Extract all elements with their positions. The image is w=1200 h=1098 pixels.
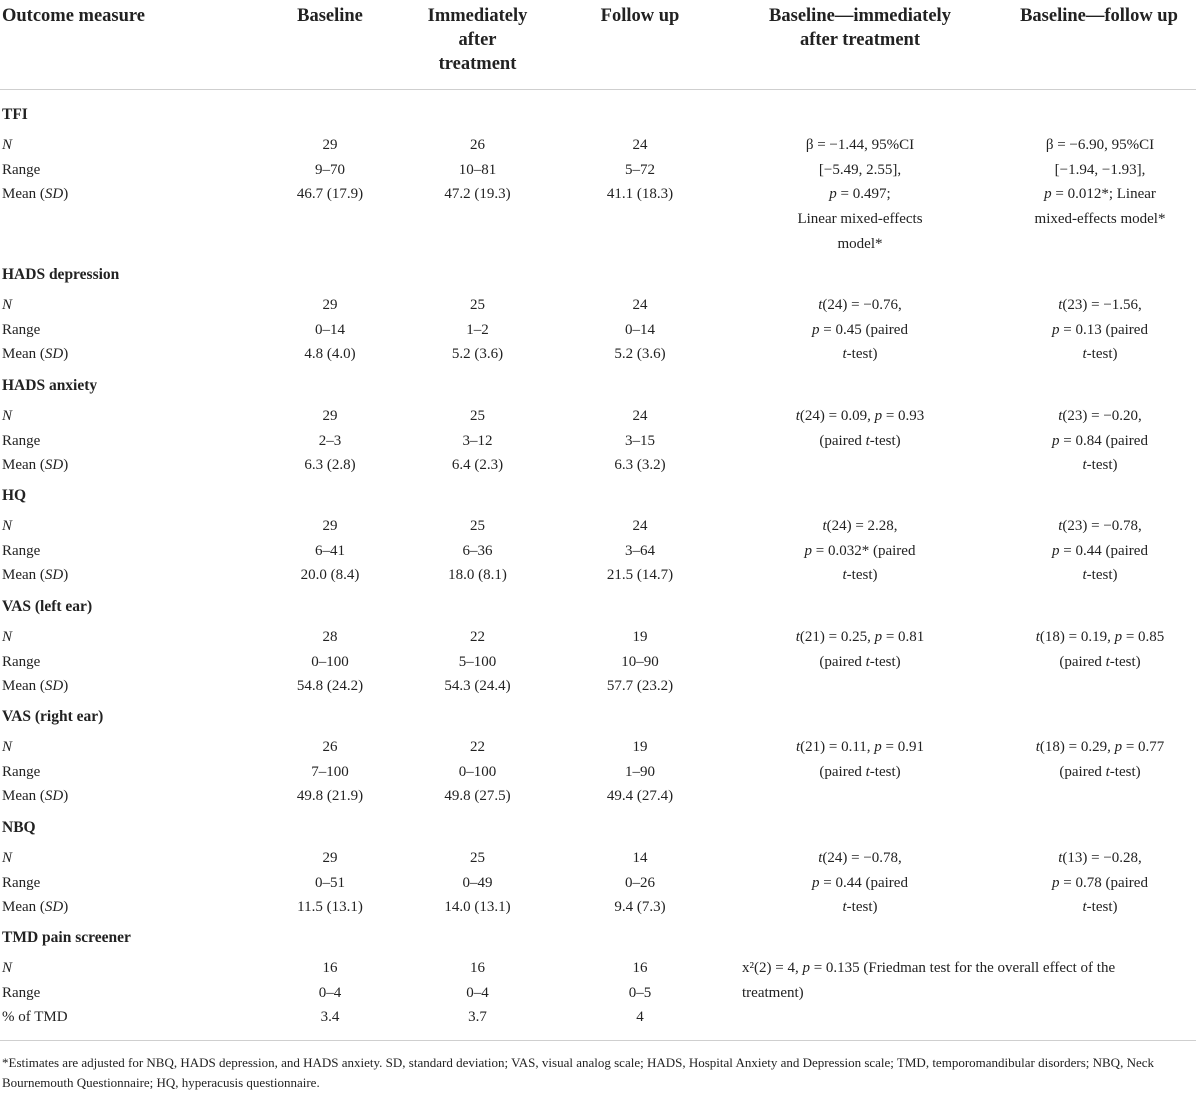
stat-result bbox=[735, 293, 985, 367]
header-outcome: Outcome measure bbox=[2, 6, 145, 26]
stat-result bbox=[735, 625, 985, 674]
stat-result bbox=[735, 735, 985, 784]
mean-label-close: ) bbox=[63, 788, 69, 805]
table-cell: 0–4 bbox=[318, 984, 342, 1001]
table-cell: 29 bbox=[322, 518, 338, 534]
row-label-range: Range bbox=[2, 874, 41, 891]
table-cell: 11.5 (13.1) bbox=[297, 899, 363, 916]
table-cell: 21.5 (14.7) bbox=[606, 567, 674, 584]
table-cell: 0–4 bbox=[466, 984, 489, 1001]
mean-label-prefix: Mean ( bbox=[2, 567, 45, 584]
mean-label-close: ) bbox=[63, 678, 69, 695]
row-label-n bbox=[2, 735, 12, 760]
section-title: VAS (right ear) bbox=[2, 708, 104, 725]
table-cell: 54.8 (24.2) bbox=[296, 678, 364, 695]
table-cell: 0–49 bbox=[462, 874, 493, 891]
table-cell: 0–51 bbox=[315, 874, 345, 891]
stat-result bbox=[742, 956, 1192, 1005]
mean-label-prefix: Mean ( bbox=[2, 899, 45, 916]
row-label-n-text: N bbox=[2, 960, 13, 976]
table-cell: 22 bbox=[470, 629, 485, 645]
row-label-n-text: N bbox=[2, 629, 13, 645]
table-cell: 25 bbox=[470, 518, 485, 534]
table-cell: 47.2 (19.3) bbox=[444, 186, 511, 203]
row-label-range: Range bbox=[2, 542, 41, 559]
table-cell: 22 bbox=[470, 739, 485, 755]
mean-label-sd: SD bbox=[44, 186, 64, 203]
mean-label-sd: SD bbox=[44, 899, 64, 916]
table-cell: 9–70 bbox=[315, 161, 345, 178]
header-immediately-line3: treatment bbox=[438, 54, 517, 74]
stat-line: (paired t-test) bbox=[819, 432, 901, 449]
header-baseline-followup: Baseline—follow up bbox=[1020, 6, 1178, 26]
stat-line: t(24) = 0.09, p = 0.93 bbox=[795, 408, 925, 424]
stat-line: t(24) = 2.28, bbox=[822, 518, 898, 534]
stat-line: β = −6.90, 95%CI bbox=[1045, 137, 1155, 153]
stat-line: p = 0.84 (paired bbox=[1052, 432, 1148, 449]
table-cell: 16 bbox=[322, 960, 338, 976]
stat-line: t-test) bbox=[842, 567, 878, 584]
stat-line: p = 0.44 (paired bbox=[1052, 542, 1148, 559]
table-cell: 41.1 (18.3) bbox=[606, 186, 674, 203]
table-cell: 14.0 (13.1) bbox=[444, 899, 511, 916]
stat-line: t(23) = −1.56, bbox=[1058, 297, 1142, 313]
table-cell: 25 bbox=[470, 850, 485, 866]
stat-result bbox=[735, 133, 985, 257]
header-immediately-line2: after bbox=[458, 30, 497, 50]
table-cell: 26 bbox=[322, 739, 338, 755]
mean-label-close: ) bbox=[63, 567, 69, 584]
header-immediately-line1: Immediately bbox=[427, 6, 528, 26]
stat-line: t-test) bbox=[842, 346, 878, 363]
stat-line: model* bbox=[837, 235, 883, 252]
stat-result bbox=[995, 625, 1200, 674]
table-cell: 29 bbox=[322, 408, 338, 424]
table-cell: 6–36 bbox=[462, 542, 493, 559]
table-cell: 9.4 (7.3) bbox=[614, 899, 666, 916]
stat-result bbox=[995, 846, 1200, 920]
header-followup: Follow up bbox=[600, 6, 680, 26]
table-cell: 16 bbox=[470, 960, 485, 976]
stat-line: t-test) bbox=[1082, 899, 1118, 916]
mean-label-sd: SD bbox=[44, 678, 64, 695]
stat-line: (paired t-test) bbox=[1059, 763, 1141, 780]
table-cell: 49.8 (27.5) bbox=[444, 788, 511, 805]
table-footnote: *Estimates are adjusted for NBQ, HADS depression, and HADS anxiety. SD, standard deviation; VAS, visual analog scale; HADS, Hospital Anxiety and Depression scale; TMD, temporomandibular disorders; NBQ, Neck Bournemouth Questionnaire; HQ, hyperacusis questionnaire. bbox=[2, 1055, 1154, 1090]
stat-line: t(13) = −0.28, bbox=[1058, 850, 1142, 866]
stat-line: β = −1.44, 95%CI bbox=[805, 137, 915, 153]
table-cell: 29 bbox=[322, 137, 338, 153]
table-cell: 3–12 bbox=[462, 432, 493, 449]
mean-label-close: ) bbox=[63, 457, 69, 474]
table-cell: 0–100 bbox=[311, 653, 349, 670]
mean-label-close: ) bbox=[63, 346, 69, 363]
stat-line: Linear mixed-effects bbox=[797, 211, 923, 228]
table-cell: 24 bbox=[632, 137, 648, 153]
mean-label-close: ) bbox=[63, 899, 69, 916]
mean-label-sd: SD bbox=[44, 457, 64, 474]
row-label-mean bbox=[2, 895, 68, 920]
mean-label-prefix: Mean ( bbox=[2, 186, 45, 203]
stat-line: mixed-effects model* bbox=[1034, 211, 1166, 228]
stat-line: t(21) = 0.25, p = 0.81 bbox=[795, 629, 925, 645]
stat-result bbox=[735, 846, 985, 920]
table-cell: 1–90 bbox=[625, 763, 655, 780]
stat-line: [−1.94, −1.93], bbox=[1054, 161, 1146, 178]
header-rule bbox=[0, 89, 1196, 90]
stat-line: (paired t-test) bbox=[819, 763, 901, 780]
stat-line: t(24) = −0.76, bbox=[818, 297, 902, 313]
stat-result bbox=[735, 514, 985, 588]
header-baseline-immediately bbox=[740, 4, 980, 52]
stat-result bbox=[995, 404, 1200, 478]
stat-line: p = 0.44 (paired bbox=[812, 874, 908, 891]
section-title: HADS anxiety bbox=[2, 377, 98, 394]
mean-label-prefix: Mean ( bbox=[2, 788, 45, 805]
row-label-n-text: N bbox=[2, 739, 13, 755]
table-cell: 24 bbox=[632, 297, 648, 313]
row-label-n-text: N bbox=[2, 850, 13, 866]
header-bi-line1: Baseline—immediately bbox=[769, 6, 951, 26]
table-cell: 0–5 bbox=[628, 984, 652, 1001]
row-label-n bbox=[2, 514, 12, 539]
table-cell: 29 bbox=[322, 850, 338, 866]
table-cell: 3–64 bbox=[625, 542, 655, 559]
row-label-mean: % of TMD bbox=[2, 1009, 68, 1026]
stat-line: (paired t-test) bbox=[1059, 653, 1141, 670]
table-cell: 0–26 bbox=[625, 874, 655, 891]
table-cell: 24 bbox=[632, 518, 648, 534]
section-title: NBQ bbox=[2, 819, 36, 836]
row-label-n-text: N bbox=[2, 297, 13, 313]
section-title: VAS (left ear) bbox=[2, 598, 93, 615]
stat-line: t-test) bbox=[842, 899, 878, 916]
table-cell: 49.4 (27.4) bbox=[606, 788, 674, 805]
row-label-n bbox=[2, 133, 12, 158]
row-label-mean bbox=[2, 453, 68, 478]
stat-line: t-test) bbox=[1082, 457, 1118, 474]
header-baseline: Baseline bbox=[297, 6, 363, 26]
stat-line: treatment) bbox=[742, 984, 804, 1001]
section-title: TMD pain screener bbox=[2, 929, 131, 946]
stat-line: p = 0.13 (paired bbox=[1052, 321, 1148, 338]
table-cell: 1–2 bbox=[466, 321, 489, 338]
table-cell: 10–81 bbox=[458, 161, 497, 178]
header-bi-line2: after treatment bbox=[799, 30, 920, 50]
table-cell: 19 bbox=[632, 629, 648, 645]
table-cell: 54.3 (24.4) bbox=[444, 678, 511, 695]
stat-line: t(23) = −0.78, bbox=[1058, 518, 1142, 534]
table-cell: 5–72 bbox=[625, 161, 655, 178]
row-label-range: Range bbox=[2, 984, 41, 1001]
table-cell: 28 bbox=[322, 629, 338, 645]
row-label-range: Range bbox=[2, 432, 41, 449]
table-cell: 24 bbox=[632, 408, 648, 424]
stat-result bbox=[995, 514, 1200, 588]
row-label-range: Range bbox=[2, 653, 41, 670]
stat-line: p = 0.45 (paired bbox=[812, 321, 908, 338]
header-immediately bbox=[400, 4, 555, 76]
stat-line: t(24) = −0.78, bbox=[818, 850, 902, 866]
table-cell: 29 bbox=[322, 297, 338, 313]
stat-line: t-test) bbox=[1082, 567, 1118, 584]
footer-rule bbox=[0, 1040, 1196, 1041]
table-cell: 57.7 (23.2) bbox=[606, 678, 674, 695]
stat-result bbox=[995, 133, 1200, 232]
table-cell: 0–14 bbox=[625, 321, 655, 338]
table-cell: 25 bbox=[470, 408, 485, 424]
table-cell: 20.0 (8.4) bbox=[300, 567, 360, 584]
row-label-mean bbox=[2, 784, 68, 809]
row-label-range: Range bbox=[2, 321, 41, 338]
row-label-n-text: N bbox=[2, 137, 13, 153]
stat-result bbox=[995, 293, 1200, 367]
table-cell: 0–100 bbox=[458, 763, 497, 780]
section-title: HADS depression bbox=[2, 266, 120, 283]
row-label-n bbox=[2, 846, 12, 871]
mean-label-prefix: Mean ( bbox=[2, 346, 45, 363]
stat-line: x²(2) = 4, p = 0.135 (Friedman test for the overall effect of the bbox=[742, 960, 1116, 976]
mean-label-prefix: Mean ( bbox=[2, 457, 45, 474]
table-cell: 5.2 (3.6) bbox=[614, 346, 666, 363]
row-label-n bbox=[2, 404, 12, 429]
row-label-n bbox=[2, 625, 12, 650]
table-cell: 26 bbox=[470, 137, 485, 153]
mean-label-close: ) bbox=[63, 186, 69, 203]
table-cell: 16 bbox=[632, 960, 648, 976]
table-cell: 5–100 bbox=[458, 653, 497, 670]
row-label-n-text: N bbox=[2, 408, 13, 424]
table-cell: 5.2 (3.6) bbox=[451, 346, 504, 363]
table-cell: 3–15 bbox=[625, 432, 655, 449]
stat-line: p = 0.78 (paired bbox=[1052, 874, 1148, 891]
row-label-mean bbox=[2, 563, 68, 588]
row-label-range: Range bbox=[2, 763, 41, 780]
table-cell: 7–100 bbox=[311, 763, 349, 780]
stat-line: t(18) = 0.29, p = 0.77 bbox=[1035, 739, 1165, 755]
table-cell: 49.8 (21.9) bbox=[296, 788, 364, 805]
table-cell: 4.8 (4.0) bbox=[304, 346, 356, 363]
table-cell: 10–90 bbox=[621, 653, 659, 670]
table-cell: 46.7 (17.9) bbox=[296, 186, 364, 203]
table-cell: 14 bbox=[632, 850, 648, 866]
table-cell: 6.3 (2.8) bbox=[304, 457, 356, 474]
row-label-n-text: N bbox=[2, 518, 13, 534]
table-cell: 0–14 bbox=[315, 321, 345, 338]
stat-result bbox=[735, 404, 985, 453]
stat-line: p = 0.497; bbox=[829, 186, 891, 203]
stat-line: p = 0.012*; Linear bbox=[1044, 186, 1156, 203]
table-cell: 25 bbox=[470, 297, 485, 313]
table-cell: 18.0 (8.1) bbox=[448, 567, 507, 584]
stat-line: t-test) bbox=[1082, 346, 1118, 363]
table-cell: 4 bbox=[636, 1009, 644, 1026]
mean-label-sd: SD bbox=[44, 346, 64, 363]
row-label-n bbox=[2, 956, 12, 981]
stat-result bbox=[995, 735, 1200, 784]
table-cell: 6.4 (2.3) bbox=[451, 457, 504, 474]
stat-line: p = 0.032* (paired bbox=[804, 542, 916, 559]
row-label-n bbox=[2, 293, 12, 318]
table-cell: 2–3 bbox=[318, 432, 342, 449]
section-title: HQ bbox=[2, 487, 27, 504]
row-label-range: Range bbox=[2, 161, 41, 178]
stat-line: t(21) = 0.11, p = 0.91 bbox=[795, 739, 925, 755]
row-label-mean bbox=[2, 182, 68, 207]
mean-label-sd: SD bbox=[44, 788, 64, 805]
table-cell: 6.3 (3.2) bbox=[614, 457, 666, 474]
stat-line: t(23) = −0.20, bbox=[1058, 408, 1142, 424]
mean-label-sd: SD bbox=[44, 567, 64, 584]
table-cell: 3.7 bbox=[468, 1009, 487, 1026]
stat-line: (paired t-test) bbox=[819, 653, 901, 670]
mean-label-prefix: Mean ( bbox=[2, 678, 45, 695]
table-cell: 3.4 bbox=[320, 1009, 340, 1026]
stat-line: t(18) = 0.19, p = 0.85 bbox=[1035, 629, 1165, 645]
row-label-mean bbox=[2, 342, 68, 367]
table-cell: 6–41 bbox=[315, 542, 345, 559]
row-label-mean bbox=[2, 674, 68, 699]
section-title: TFI bbox=[2, 106, 28, 123]
table-cell: 19 bbox=[632, 739, 648, 755]
stat-line: [−5.49, 2.55], bbox=[818, 161, 902, 178]
